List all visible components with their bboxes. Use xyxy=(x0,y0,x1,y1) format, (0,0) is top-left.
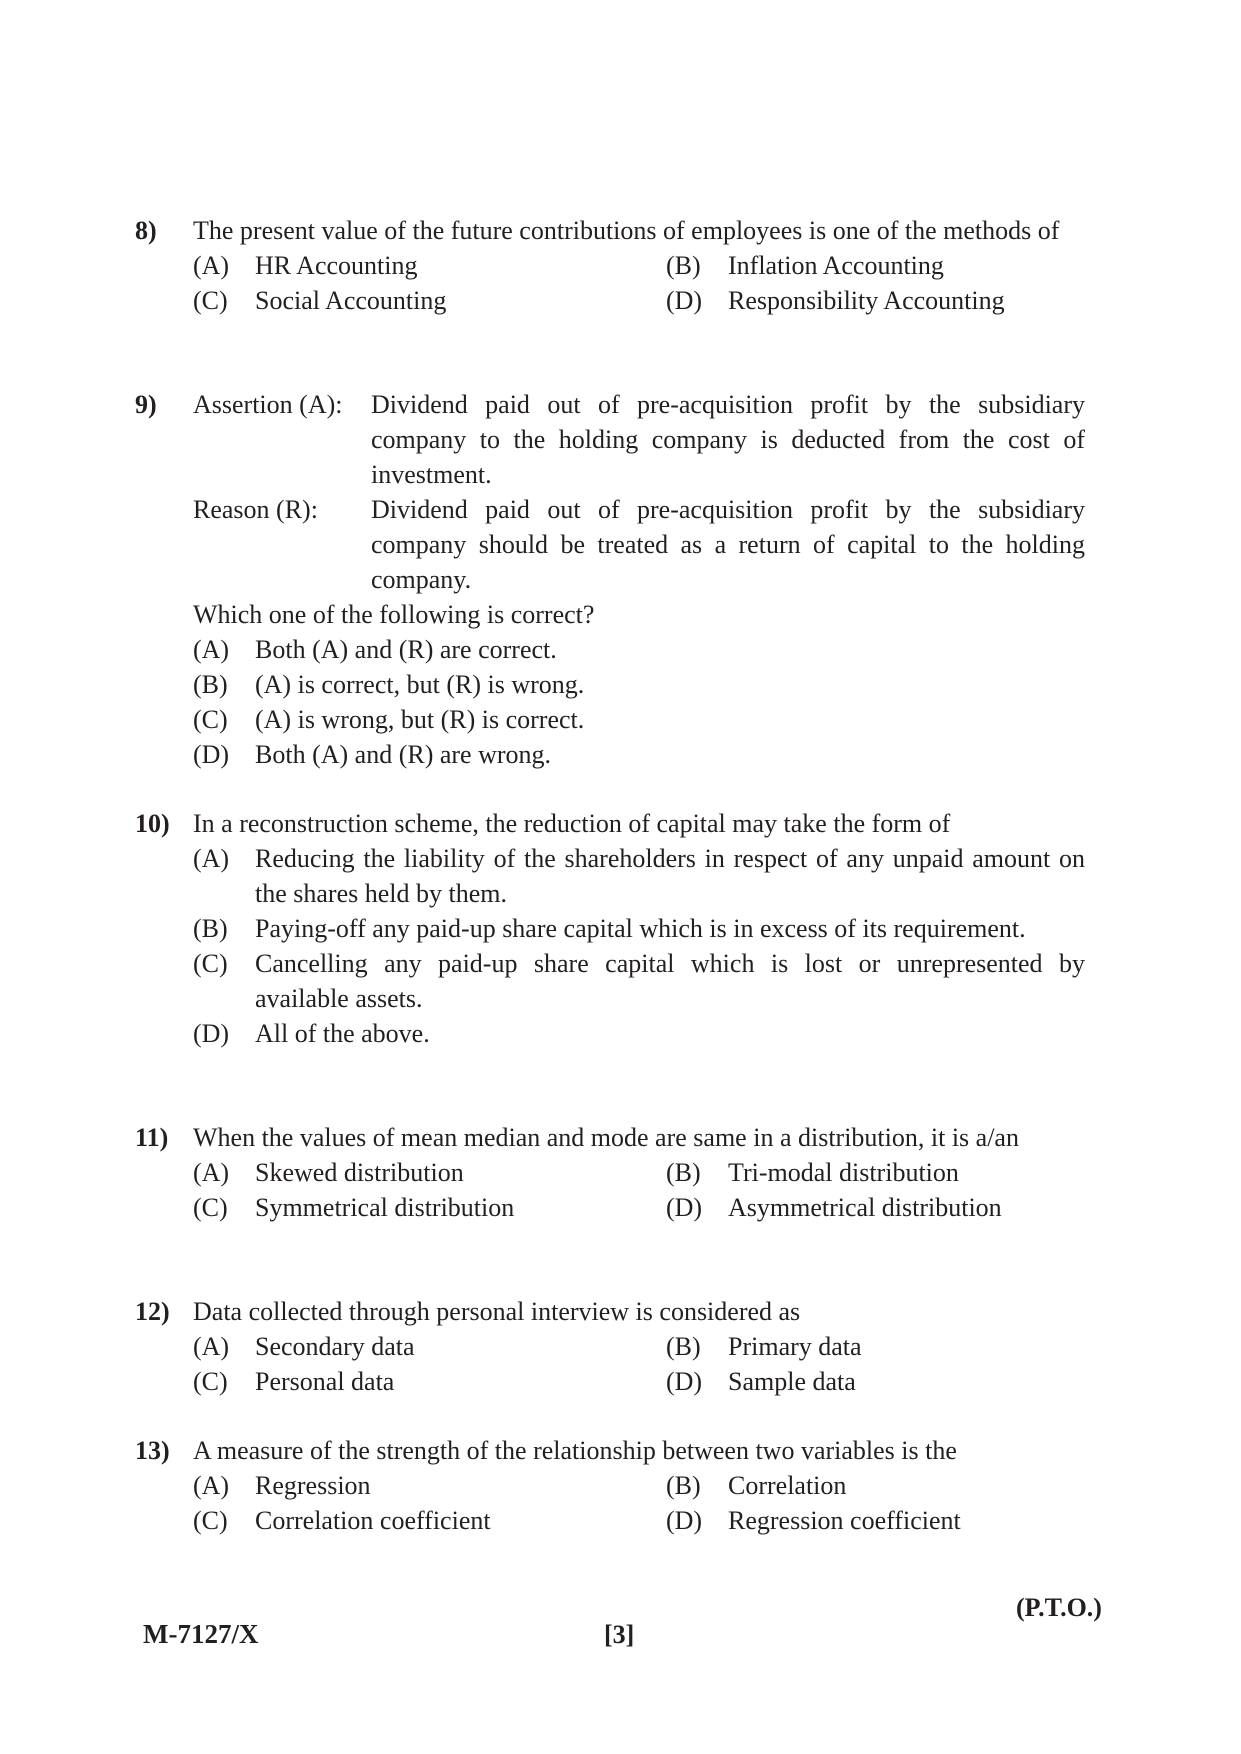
options-list xyxy=(193,632,1085,772)
question-11 xyxy=(135,1120,1085,1225)
option-label: (B) xyxy=(666,1158,701,1187)
option-text: Tri-modal distribution xyxy=(728,1158,959,1187)
option-label: (D) xyxy=(193,1019,230,1048)
option-text: Reducing the liability of the shareholders in respect of any unpaid amount on the shares held by them. xyxy=(255,844,1085,908)
question-text: The present value of the future contributions of employees is one of the methods of xyxy=(193,216,1060,245)
option-label: (A) xyxy=(193,1332,230,1361)
option-label: (C) xyxy=(193,1193,228,1222)
question-text: Data collected through personal interview is considered as xyxy=(193,1297,801,1326)
option-text: Paying-off any paid-up share capital which is in excess of its requirement. xyxy=(255,914,1026,943)
question-8 xyxy=(135,213,1085,318)
option-label: (A) xyxy=(193,1158,230,1187)
option-label: (B) xyxy=(193,914,228,943)
reason-row xyxy=(193,492,1085,597)
option-label: (C) xyxy=(193,949,228,978)
question-prompt: Which one of the following is correct? xyxy=(193,600,595,629)
option-a xyxy=(193,1468,666,1503)
question-10 xyxy=(135,806,1085,1051)
option-text: Inflation Accounting xyxy=(728,251,944,280)
option-text: Responsibility Accounting xyxy=(728,286,1005,315)
option-b xyxy=(666,248,1086,283)
option-text: Correlation xyxy=(728,1471,847,1500)
option-label: (D) xyxy=(666,1506,703,1535)
option-d xyxy=(193,737,1085,772)
option-label: (B) xyxy=(666,1471,701,1500)
question-13 xyxy=(135,1433,1085,1538)
option-text: Personal data xyxy=(255,1367,395,1396)
option-text: Both (A) and (R) are wrong. xyxy=(255,740,552,769)
option-c xyxy=(193,1503,666,1538)
option-label: (D) xyxy=(666,286,703,315)
option-text: Primary data xyxy=(728,1332,862,1361)
question-12 xyxy=(135,1294,1085,1399)
option-text: HR Accounting xyxy=(255,251,418,280)
option-b xyxy=(666,1329,1086,1364)
option-label: (A) xyxy=(193,1471,230,1500)
option-label: (A) xyxy=(193,251,230,280)
option-d xyxy=(666,1190,1086,1225)
option-text: Social Accounting xyxy=(255,286,447,315)
option-label: (B) xyxy=(666,251,701,280)
option-text: Asymmetrical distribution xyxy=(728,1193,1002,1222)
option-label: (B) xyxy=(193,670,228,699)
options-grid xyxy=(193,1329,1085,1399)
option-label: (A) xyxy=(193,635,230,664)
assertion-text: Dividend paid out of pre-acquisition profit by the subsidiary company to the holding company is deducted from the cost of investment. xyxy=(371,390,1085,489)
option-label: (C) xyxy=(193,286,228,315)
option-c xyxy=(193,946,1085,1016)
question-number: 13) xyxy=(135,1436,170,1465)
question-number: 10) xyxy=(135,809,170,838)
option-text: (A) is wrong, but (R) is correct. xyxy=(255,705,585,734)
question-text: When the values of mean median and mode are same in a distribution, it is a/an xyxy=(193,1123,1019,1152)
option-text: (A) is correct, but (R) is wrong. xyxy=(255,670,585,699)
option-c xyxy=(193,1364,666,1399)
option-c xyxy=(193,283,666,318)
page-number: [3] xyxy=(604,1620,635,1649)
paper-code: M-7127/X xyxy=(143,1619,259,1649)
option-a xyxy=(193,1155,666,1190)
option-label: (D) xyxy=(193,740,230,769)
question-number: 11) xyxy=(135,1123,169,1152)
option-text: Both (A) and (R) are correct. xyxy=(255,635,557,664)
options-grid xyxy=(193,1468,1085,1538)
option-text: Symmetrical distribution xyxy=(255,1193,515,1222)
option-label: (C) xyxy=(193,1367,228,1396)
option-text: Cancelling any paid-up share capital which is lost or unrepresented by available assets. xyxy=(255,949,1085,1013)
option-c xyxy=(193,1190,666,1225)
option-c xyxy=(193,702,1085,737)
option-d xyxy=(193,1016,1085,1051)
option-text: Regression xyxy=(255,1471,371,1500)
option-a xyxy=(193,841,1085,911)
option-b xyxy=(193,911,1085,946)
option-label: (A) xyxy=(193,844,230,873)
option-label: (C) xyxy=(193,705,228,734)
options-list xyxy=(193,841,1085,1051)
option-label: (C) xyxy=(193,1506,228,1535)
options-grid xyxy=(193,1155,1085,1225)
option-text: Secondary data xyxy=(255,1332,415,1361)
option-text: Correlation coefficient xyxy=(255,1506,491,1535)
option-d xyxy=(666,1503,1086,1538)
question-number: 9) xyxy=(135,390,157,419)
question-text: A measure of the strength of the relationship between two variables is the xyxy=(193,1436,957,1465)
assertion-label: Assertion (A): xyxy=(193,390,343,419)
options-grid xyxy=(193,248,1085,318)
question-text: In a reconstruction scheme, the reduction of capital may take the form of xyxy=(193,809,951,838)
option-text: Skewed distribution xyxy=(255,1158,464,1187)
option-b xyxy=(193,667,1085,702)
question-9 xyxy=(135,387,1085,772)
option-label: (B) xyxy=(666,1332,701,1361)
reason-text: Dividend paid out of pre-acquisition profit by the subsidiary company should be treated as a return of capital to the holding company. xyxy=(371,495,1085,594)
option-b xyxy=(666,1155,1086,1190)
option-b xyxy=(666,1468,1086,1503)
option-d xyxy=(666,283,1086,318)
option-text: All of the above. xyxy=(255,1019,430,1048)
assertion-row xyxy=(193,387,1085,492)
option-a xyxy=(193,248,666,283)
reason-label: Reason (R): xyxy=(193,495,318,524)
option-d xyxy=(666,1364,1086,1399)
question-number: 12) xyxy=(135,1297,170,1326)
option-text: Regression coefficient xyxy=(728,1506,961,1535)
pto-label: (P.T.O.) xyxy=(1016,1593,1102,1622)
option-a xyxy=(193,632,1085,667)
option-text: Sample data xyxy=(728,1367,856,1396)
option-label: (D) xyxy=(666,1367,703,1396)
question-number: 8) xyxy=(135,216,157,245)
option-label: (D) xyxy=(666,1193,703,1222)
option-a xyxy=(193,1329,666,1364)
